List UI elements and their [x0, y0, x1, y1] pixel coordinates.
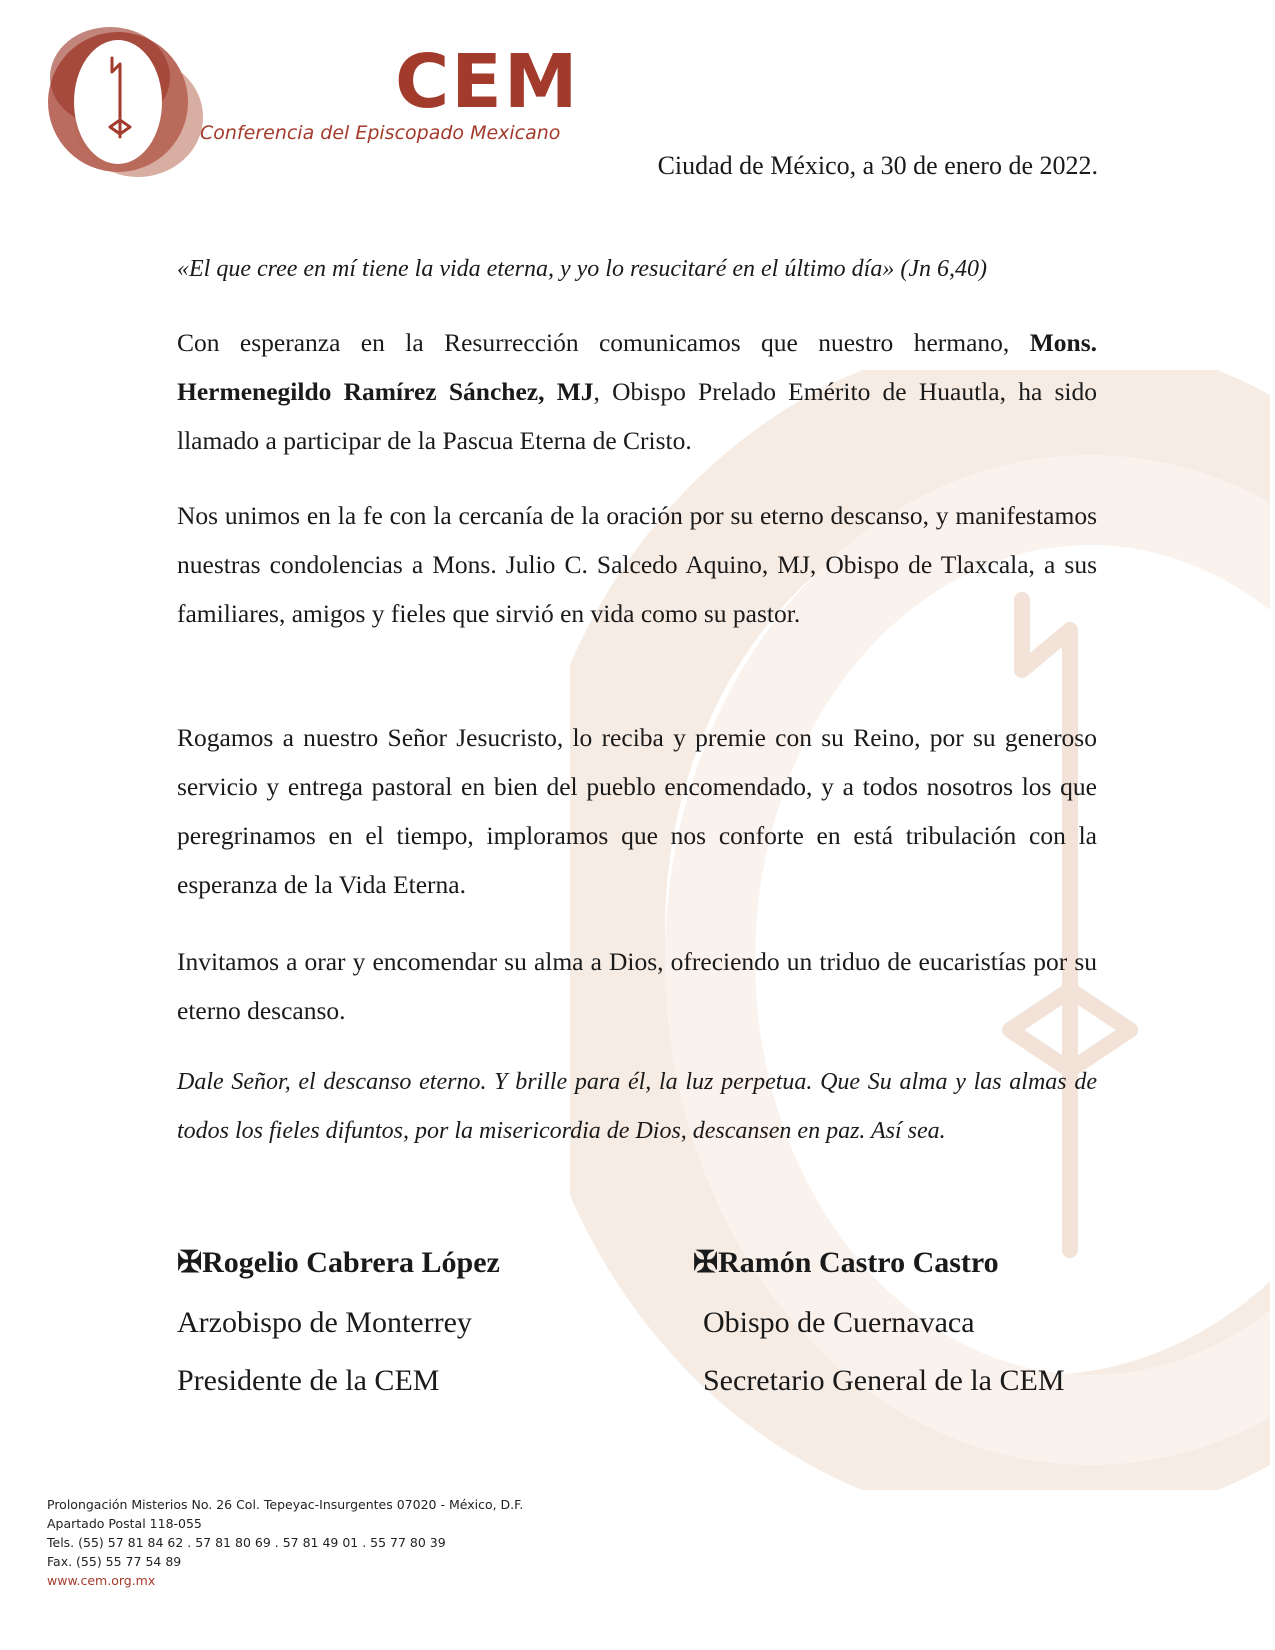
- paragraph-invitation: Invitamos a orar y encomendar su alma a Dios, ofreciendo un triduo de eucaristías por su eterno descanso.: [177, 947, 1097, 1025]
- signatory-role: Presidente de la CEM: [177, 1364, 440, 1397]
- paragraph-condolences: Nos unimos en la fe con la cercanía de la oración por su eterno descanso, y manifestamos nuestras condolencias a Mons. Julio C. Salcedo Aquino, MJ, Obispo de Tlaxcala, a sus familiares, amigos y fieles que sirvió en vida como su pastor.: [177, 501, 1097, 628]
- footer-phones: Tels. (55) 57 81 84 62 . 57 81 80 69 . 57 81 49 01 . 55 77 80 39: [47, 1535, 446, 1550]
- signatory-name: ✠Ramón Castro Castro: [693, 1246, 999, 1279]
- paragraph-text: Con esperanza en la Resurrección comunicamos que nuestro hermano,: [177, 328, 1030, 357]
- footer-address: Prolongación Misterios No. 26 Col. Tepeyac-Insurgentes 07020 - México, D.F.: [47, 1497, 524, 1512]
- paragraph-closing-prayer: Dale Señor, el descanso eterno. Y brille para él, la luz perpetua. Que Su alma y las almas de todos los fieles difuntos, por la misericordia de Dios, descansen en paz. Así sea.: [177, 1069, 1097, 1144]
- signatory-title: Arzobispo de Monterrey: [177, 1306, 472, 1339]
- signatory-role: Secretario General de la CEM: [703, 1364, 1065, 1397]
- footer-fax: Fax. (55) 55 77 54 89: [47, 1554, 182, 1569]
- brand-full-name: Conferencia del Episcopado Mexicano: [200, 122, 561, 144]
- paragraph-prayer: Rogamos a nuestro Señor Jesucristo, lo reciba y premie con su Reino, por su generoso servicio y entrega pastoral en bien del pueblo encomendado, y a todos nosotros los que peregrinamos en el tiempo, imploramos que nos conforte en está tribulación con la esperanza de la Vida Eterna.: [177, 723, 1097, 899]
- signatory-name: ✠Rogelio Cabrera López: [177, 1246, 500, 1279]
- cem-logo-icon: [38, 22, 208, 182]
- bible-quote: «El que cree en mí tiene la vida eterna, y yo lo resucitaré en el último día» (Jn 6,40): [177, 256, 987, 282]
- footer-po-box: Apartado Postal 118-055: [47, 1516, 202, 1531]
- paragraph-text: , Obispo Prelado Emérito de Huautla, ha sido llamado a participar de la Pascua Eterna de Cristo.: [177, 377, 1098, 455]
- letter-date: Ciudad de México, a 30 de enero de 2022.: [657, 151, 1098, 180]
- brand-acronym: CEM: [395, 39, 580, 125]
- signatory-title: Obispo de Cuernavaca: [703, 1306, 975, 1339]
- deceased-name: Mons. Hermenegildo Ramírez Sánchez, MJ: [177, 328, 1097, 406]
- paragraph-announcement: [177, 318, 1097, 465]
- footer-contact: [47, 1495, 523, 1590]
- footer-website-link[interactable]: www.cem.org.mx: [47, 1573, 156, 1588]
